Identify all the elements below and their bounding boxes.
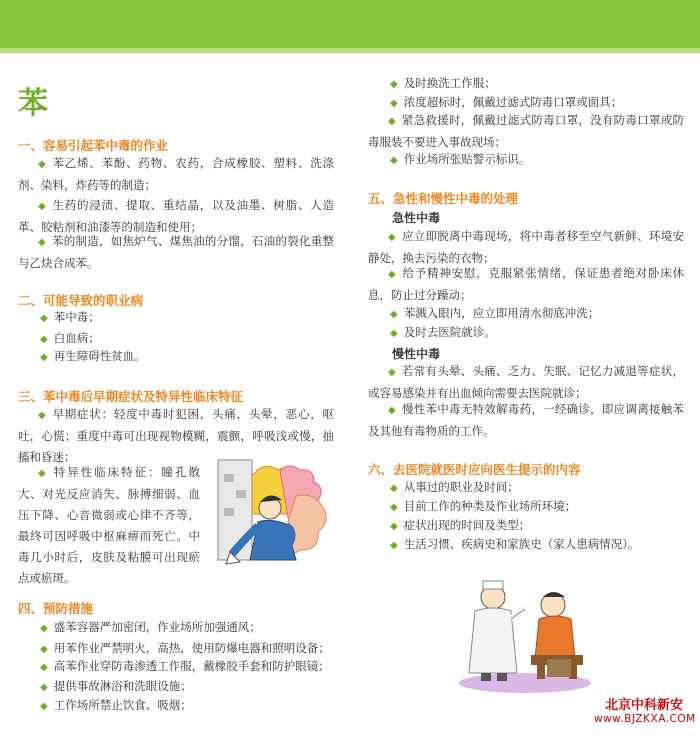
sick-worker-illustration: [200, 456, 334, 568]
diamond-bullet-icon: ◆: [388, 405, 396, 416]
diamond-bullet-icon: ◆: [390, 309, 398, 320]
s4-cont-item-4-text: 作业场所张贴警示标识。: [403, 152, 531, 166]
banner-underline: [0, 48, 700, 53]
s5-acute-4: [390, 322, 496, 344]
s4-item-1: [40, 617, 261, 639]
s6-item-4: [390, 534, 639, 556]
page-title: 苯: [18, 86, 48, 121]
s4-cont-para-3-text: 紧急救援时，佩戴过滤式防毒口罩，没有防毒口罩或防毒服装不要进入事故现场；: [368, 113, 684, 149]
watermark: [594, 694, 694, 725]
diamond-bullet-icon: ◆: [40, 682, 48, 693]
section-heading-2: 二、可能导致的职业病: [18, 293, 144, 308]
s6-item-3-text: 症状出现的时间及类型；: [403, 518, 531, 532]
diamond-bullet-icon: ◆: [390, 155, 398, 166]
diamond-bullet-icon: ◆: [390, 328, 398, 339]
doctor-patient-illustration: [455, 575, 595, 695]
diamond-bullet-icon: ◆: [38, 237, 46, 248]
s2-item-1: [40, 307, 100, 329]
section-heading-5: 五、急性和慢性中毒的处理: [368, 191, 519, 206]
s1-para-3: [18, 231, 334, 274]
s4-item-4-text: 提供事故淋浴和洗眼设施；: [53, 679, 192, 693]
s5-chronic-2: [368, 399, 684, 442]
s4-item-3: [40, 656, 330, 678]
s4-cont-item-2-text: 浓度超标时，佩戴过滤式防毒口罩或面具；: [403, 95, 623, 109]
section-heading-1: 一、容易引起苯中毒的作业: [18, 138, 169, 153]
s5-chronic-1-text: 若常有头晕、头痛、乏力、失眠、记忆力减退等症状，或容易感染并有出血倾向需要去医院就诊；: [368, 364, 684, 400]
watermark-line-2: www.BJZKXA.COM: [594, 713, 696, 725]
s5-acute-3-text: 苯溅入眼内，应立即用清水彻底冲洗；: [403, 306, 600, 320]
s4-item-5: [40, 695, 192, 717]
diamond-bullet-icon: ◆: [40, 352, 48, 363]
s4-item-1-text: 盛苯容器严加密闭，作业场所加强通风；: [53, 620, 261, 634]
s2-item-1-text: 苯中毒；: [53, 310, 100, 324]
acute-poisoning-subheading: 急性中毒: [392, 211, 441, 225]
s3-para-1-text: 早期症状：轻度中毒时犯困，头痛，头晕，恶心，呕吐，心慌；重度中毒可出现视物模糊，震颤，呼吸浅或慢，抽搐和昏迷；: [18, 407, 334, 464]
s5-acute-2: [368, 263, 684, 306]
s4-cont-item-1-text: 及时换洗工作服；: [403, 76, 496, 90]
s6-item-4-text: 生活习惯、疾病史和家族史（家人患病情况）。: [403, 537, 640, 551]
diamond-bullet-icon: ◆: [388, 269, 397, 280]
s1-para-2-text: 生药的浸渍、提取、重结晶，以及油墨、树脂、人造革、胶粘剂和油漆等的制造和使用；: [18, 198, 334, 234]
diamond-bullet-icon: ◆: [40, 662, 48, 673]
s2-item-3-text: 再生障碍性贫血。: [53, 349, 146, 363]
s4-item-2-text: 用苯作业严禁明火，高热，使用防爆电器和照明设备；: [53, 641, 330, 655]
diamond-bullet-icon: ◆: [38, 201, 47, 212]
diamond-bullet-icon: ◆: [40, 334, 48, 345]
s5-acute-1-text: 应立即脱离中毒现场，将中毒者移至空气新鲜、环境安静处，换去污染的衣物；: [368, 229, 684, 265]
s4-item-5-text: 工作场所禁止饮食、吸烟；: [53, 698, 192, 712]
s4-item-3-text: 高苯作业穿防毒渗透工作服，戴橡胶手套和防护眼镜；: [53, 659, 330, 673]
s2-item-3: [40, 346, 146, 368]
s1-para-3-text: 苯的制造，如焦炉气、煤焦油的分馏，石油的裂化重整与乙炔合成苯。: [18, 234, 334, 270]
s4-cont-para-3: [368, 110, 684, 153]
top-green-banner: [0, 0, 700, 48]
diamond-bullet-icon: ◆: [390, 540, 398, 551]
diamond-bullet-icon: ◆: [388, 367, 396, 378]
diamond-bullet-icon: ◆: [40, 644, 48, 655]
section-heading-4: 四、预防措施: [18, 601, 94, 616]
diamond-bullet-icon: ◆: [40, 313, 48, 324]
s3-para-2: [18, 462, 200, 589]
diamond-bullet-icon: ◆: [390, 502, 398, 513]
diamond-bullet-icon: ◆: [388, 116, 396, 127]
s1-para-1-text: 苯乙烯、苯酚、药物、农药，合成橡胶、塑料、洗涤剂、染料，炸药等的制造；: [18, 156, 334, 192]
chronic-poisoning-subheading: 慢性中毒: [392, 347, 441, 361]
diamond-bullet-icon: ◆: [38, 468, 48, 479]
diamond-bullet-icon: ◆: [390, 98, 398, 109]
section-heading-3: 三、苯中毒后早期症状及特异性临床特征: [18, 389, 244, 404]
s5-acute-2-text: 给予精神安慰，克服紧张情绪，保证患者绝对卧床休息，防止过分躁动；: [368, 266, 684, 302]
s5-chronic-2-text: 慢性苯中毒无特效解毒药，一经确诊，即应调离接触苯及其他有毒物质的工作。: [368, 402, 684, 438]
s5-chronic-1: [368, 361, 684, 404]
watermark-line-1: 北京中科新安: [604, 698, 683, 713]
diamond-bullet-icon: ◆: [38, 159, 47, 170]
diamond-bullet-icon: ◆: [40, 623, 48, 634]
s2-item-2-text: 白血病；: [53, 331, 100, 345]
section-heading-6: 六、去医院就医时应向医生提示的内容: [368, 462, 581, 477]
s5-acute-4-text: 及时去医院就诊。: [403, 325, 496, 339]
diamond-bullet-icon: ◆: [390, 79, 398, 90]
diamond-bullet-icon: ◆: [390, 483, 398, 494]
s4-cont-item-4: [390, 149, 530, 171]
s6-item-1-text: 从事过的职业及时间；: [403, 480, 519, 494]
s1-para-1: [18, 153, 334, 196]
diamond-bullet-icon: ◆: [388, 232, 396, 243]
diamond-bullet-icon: ◆: [390, 521, 398, 532]
s6-item-2-text: 目前工作的种类及作业场所环境；: [403, 499, 577, 513]
s3-para-2-text: 特异性临床特征：瞳孔散大、对光反应消失、脉搏细弱、血压下降、心音微弱或心律不齐等，最终可因呼吸中枢麻痹而死亡。中毒几小时后，皮肤及粘膜可出现瘀点或瘀斑。: [18, 465, 201, 585]
diamond-bullet-icon: ◆: [38, 410, 47, 421]
diamond-bullet-icon: ◆: [40, 701, 48, 712]
